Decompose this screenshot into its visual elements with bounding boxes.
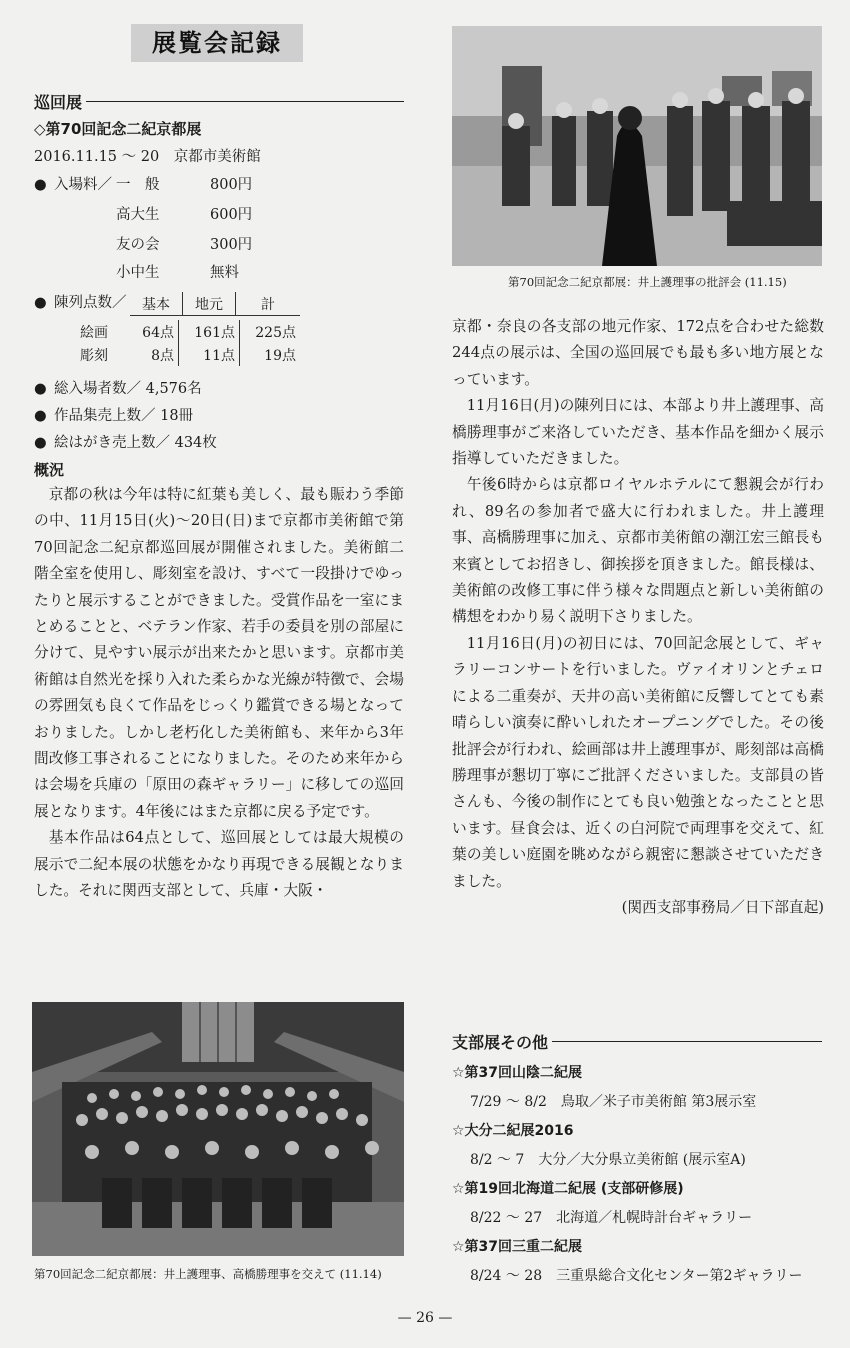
critique-photo-caption: 第70回記念二紀京都展：井上護理事の批評会 (11.15) xyxy=(508,275,787,289)
counts-cell: 19点 xyxy=(240,343,301,366)
paragraph: 京都の秋は今年は特に紅葉も美しく、最も賑わう季節の中、11月15日(火)〜20日(日)まで京都市美術館で第70回記念二紀京都巡回展が開催されました。美術館二階全室を使用し、彫刻室を設け、すべて一段掛けでゆったりと展示することができました。受賞作品を一室にまとめることと、ベテラン作家、若手の委員を別の部屋に分けて、見やすい展示が出来たかと思います。京都市美術館は自然光を採り入れた柔らかな光線が特徴で、会場の雰囲気も良くて作品をじっくり鑑賞できる場となっておりました。しかし老朽化した美術館も、来年から3年間改修工事されることになりました。そのため来年からは会場を兵庫の「原田の森ギャラリー」に移しての巡回展となります。4年後にはまた京都に戻る予定です。 xyxy=(34,486,404,820)
counts-bullet: ● xyxy=(34,295,47,311)
admission-price: 300円 xyxy=(210,237,253,253)
counts-header: 地元 xyxy=(183,292,236,316)
overview-left xyxy=(34,482,404,905)
page-banner: 展覧会記録 xyxy=(131,24,303,62)
list-item xyxy=(34,430,217,457)
critique-photo-image xyxy=(452,26,822,266)
bullet-icon: ● xyxy=(34,381,47,397)
heading-rule xyxy=(86,101,404,102)
admission-price: 800円 xyxy=(210,177,253,193)
bullet-icon: ● xyxy=(34,408,47,424)
critique-photo xyxy=(452,26,822,266)
counts-cell: 161点 xyxy=(179,320,240,343)
overview-heading: 概況 xyxy=(34,461,65,479)
counts-cell: 225点 xyxy=(240,320,301,343)
counts-cell: 11点 xyxy=(179,343,240,366)
list-item-title: ☆大分二紀展2016 xyxy=(452,1123,574,1139)
branch-heading-text: 支部展その他 xyxy=(452,1033,549,1052)
group-photo xyxy=(32,1002,404,1256)
bullet-icon: ● xyxy=(34,435,47,451)
touring-heading-text: 巡回展 xyxy=(34,93,83,112)
table-row xyxy=(80,343,300,366)
list-item xyxy=(34,376,217,403)
counts-cell: 64点 xyxy=(142,324,174,341)
counts-table xyxy=(130,292,300,316)
list-item-detail: 8/22 〜 27 北海道／札幌時計台ギャラリー xyxy=(470,1210,753,1226)
paragraph: 京都・奈良の各支部の地元作家、172点を合わせた総数244点の展示は、全国の巡回展でも最も多い地方展となっています。 xyxy=(452,318,824,388)
list-item-title: ☆第37回三重二紀展 xyxy=(452,1239,583,1255)
paragraph: 11月16日(月)の初日には、70回記念展として、ギャラリーコンサートを行いました。ヴァイオリンとチェロによる二重奏が、天井の高い美術館に反響してとても素晴らしい演奏に酔いしれたオープニングでした。その後批評会が行われ、絵画部は井上護理事が、彫刻部は高橋勝理事が懇切丁寧にご批評くださいました。支部員の皆さんも、今後の制作にとても良い勉強となったことと思います。昼食会は、近くの白河院で両理事を交えて、紅葉の美しい庭園を眺めながら親密に懇談させていただきました。 xyxy=(452,634,824,890)
counts-row-label: 彫刻 xyxy=(80,347,108,364)
admission-price: 600円 xyxy=(210,207,253,223)
admission-label: 入場料／ xyxy=(54,177,112,193)
stat-text: 総入場者数／ 4,576名 xyxy=(54,381,202,397)
heading-rule xyxy=(552,1041,822,1042)
list-item-detail: 7/29 〜 8/2 鳥取／米子市美術館 第3展示室 xyxy=(470,1094,757,1110)
stats-list xyxy=(34,376,217,457)
group-photo-image xyxy=(32,1002,404,1256)
signature: (関西支部事務局／日下部直起) xyxy=(621,898,824,916)
admission-price: 無料 xyxy=(210,265,239,281)
paragraph: 基本作品は64点として、巡回展としては最大規模の展示で二紀本展の状態をかなり再現できる展観となりました。それに関西支部として、兵庫・大阪・ xyxy=(34,829,404,900)
branch-heading xyxy=(452,1030,822,1053)
list-item-title: ☆第37回山陰二紀展 xyxy=(452,1065,583,1081)
counts-label: 陳列点数／ xyxy=(54,295,127,311)
counts-cell: 8点 xyxy=(151,347,174,364)
branch-list xyxy=(452,1060,824,1292)
stat-text: 絵はがき売上数／ 434枚 xyxy=(54,435,217,451)
list-item-title: ☆第19回北海道二紀展 (支部研修展) xyxy=(452,1181,684,1197)
list-item xyxy=(34,403,217,430)
list-item-detail: 8/24 〜 28 三重県総合文化センター第2ギャラリー xyxy=(470,1268,803,1284)
touring-heading xyxy=(34,90,404,113)
counts-body xyxy=(80,320,300,366)
counts-header-row xyxy=(130,292,300,316)
page-number: — 26 — xyxy=(397,1310,453,1326)
paragraph: 11月16日(月)の陳列日には、本部より井上護理事、高橋勝理事がご来洛していただき、基本作品を細かく展示指導していただきました。 xyxy=(452,397,824,468)
dates-venue: 2016.11.15 〜 20 京都市美術館 xyxy=(34,149,261,165)
counts-header: 計 xyxy=(236,292,301,316)
counts-header: 基本 xyxy=(130,292,183,316)
list-item-detail: 8/2 〜 7 大分／大分県立美術館 (展示室A) xyxy=(470,1152,746,1168)
stat-text: 作品集売上数／ 18冊 xyxy=(54,408,194,424)
exhibition-title: ◇第70回記念二紀京都展 xyxy=(34,120,202,138)
group-photo-caption: 第70回記念二紀京都展：井上護理事、高橋勝理事を交えて (11.14) xyxy=(34,1267,382,1281)
overview-right xyxy=(452,314,824,921)
admission-category: 友の会 xyxy=(116,237,160,253)
admission-bullet: ● xyxy=(34,177,47,193)
admission-category: 小中生 xyxy=(116,265,160,281)
table-row xyxy=(80,320,300,343)
paragraph: 午後6時からは京都ロイヤルホテルにて懇親会が行われ、89名の参加者で盛大に行われました。井上護理事、高橋勝理事に加え、京都市美術館の潮江宏三館長も来賓としてお招きし、御挨拶を頂きました。館長様は、美術館の改修工事に伴う様々な問題点と新しい美術館の構想をわかり易く説明下さりました。 xyxy=(452,476,824,626)
admission-category: 一 般 xyxy=(116,177,160,193)
admission-category: 高大生 xyxy=(116,207,160,223)
counts-row-label: 絵画 xyxy=(80,324,108,341)
